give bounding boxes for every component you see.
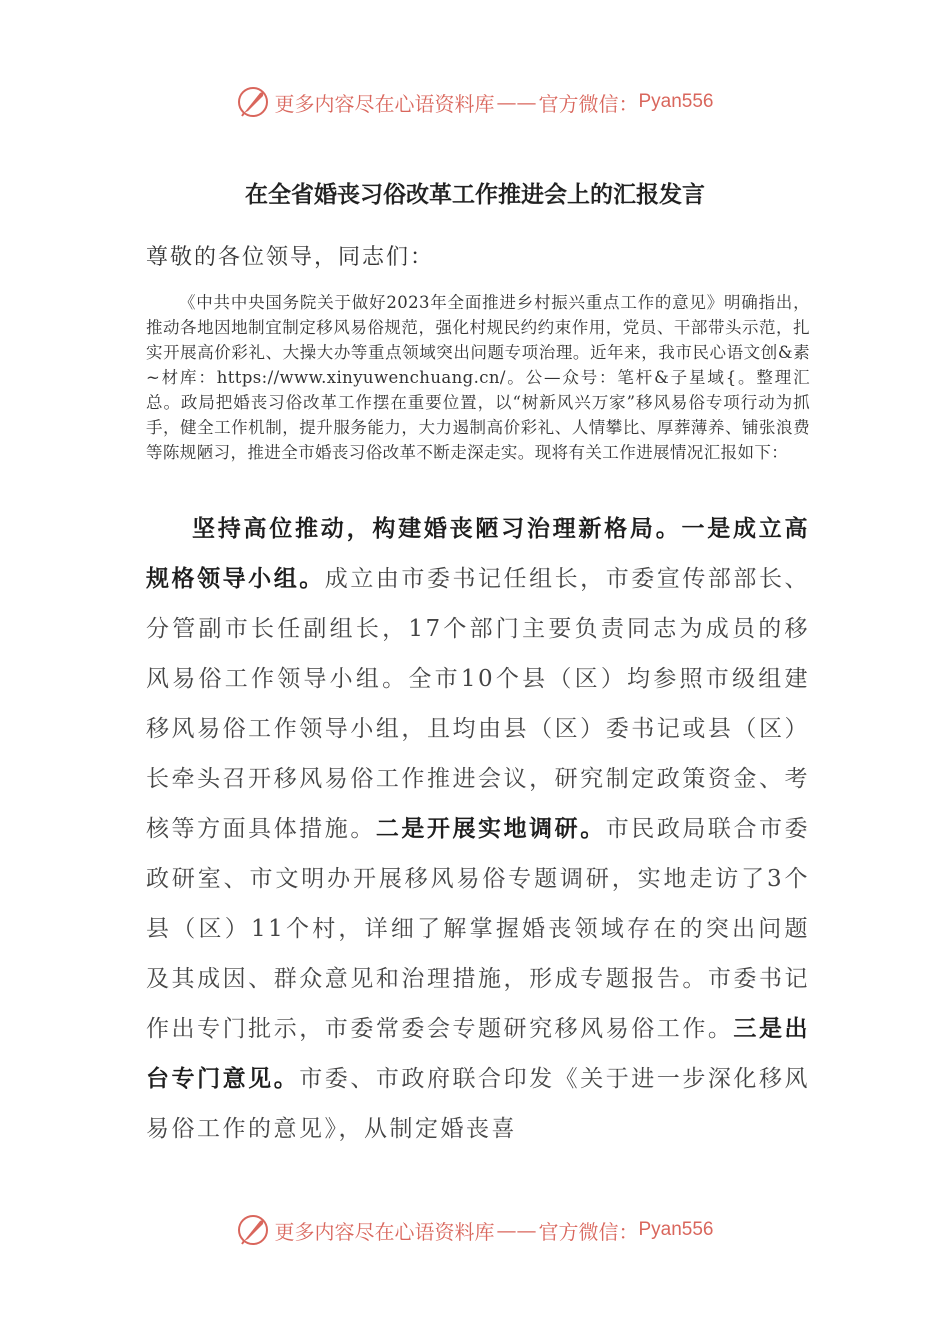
quill-pen-icon (236, 1213, 270, 1247)
banner-main-text: 更多内容尽在心语资料库 (274, 1219, 495, 1244)
point-3-text: 市委、市政府联合印发《关于进一步深化移风易俗工作的意见》，从制定婚丧喜 (146, 1066, 811, 1142)
banner-separator: —— (496, 1218, 537, 1242)
point-3-label: 三是出台专门意见。 (146, 1015, 811, 1092)
point-1-text: 成立由市委书记任组长，市委宣传部部长、分管副市长任副组长，17个部门主要负责同志为成员的移风易俗工作领导小组。全市10个县（区）均参照市级组建移风易俗工作领导小组，且均由县（区）委书记或县（区）长牵头召开移风易俗工作推进会议，研究制定政策资金、考核等方面具体措施。 (146, 566, 811, 842)
banner-label: 官方微信： (538, 91, 639, 116)
document-title: 在全省婚丧习俗改革工作推进会上的汇报发言 (245, 181, 705, 208)
banner-wechat-id: Pyan556 (638, 1219, 714, 1240)
section-1-paragraph (146, 504, 810, 1154)
point-2-label: 二是开展实地调研。 (375, 815, 606, 842)
point-2-text: 市民政局联合市委政研室、市文明办开展移风易俗专题调研，实地走访了3个县（区）11个村，详细了解掌握婚丧领域存在的突出问题及其成因、群众意见和治理措施，形成专题报告。市委书记作出专门批示，市委常委会专题研究移风易俗工作。 (146, 816, 811, 1042)
banner-main-text: 更多内容尽在心语资料库 (274, 91, 495, 116)
banner-label: 官方微信： (538, 1219, 639, 1244)
footer-banner (0, 1210, 950, 1250)
point-1-label: 一是成立高规格领导小组。 (146, 515, 811, 592)
quill-pen-icon (236, 85, 270, 119)
intro-paragraph: 《中共中央国务院关于做好2023年全面推进乡村振兴重点工作的意见》明确指出，推动各地因地制宜制定移风易俗规范，强化村规民约约束作用，党员、干部带头示范，扎实开展高价彩礼、大操大办等重点领域突出问题专项治理。近年来，我市民心语文创&素~材库：https://www.xinyuwenchuang.cn/。公—众号：笔杆&子星域{。整理汇总。政局把婚丧习俗改革工作摆在重要位置，以“树新风兴万家”移风易俗专项行动为抓手，健全工作机制，提升服务能力，大力遏制高价彩礼、人情攀比、厚葬薄养、铺张浪费等陈规陋习，推进全市婚丧习俗改革不断走深走实。现将有关工作进展情况汇报如下： (146, 293, 810, 462)
greeting: 尊敬的各位领导，同志们： (146, 245, 435, 270)
banner-wechat-id: Pyan556 (638, 91, 714, 112)
header-banner (0, 82, 950, 122)
section-heading: 坚持高位推动，构建婚丧陋习治理新格局。 (192, 515, 682, 542)
banner-separator: —— (496, 90, 537, 114)
